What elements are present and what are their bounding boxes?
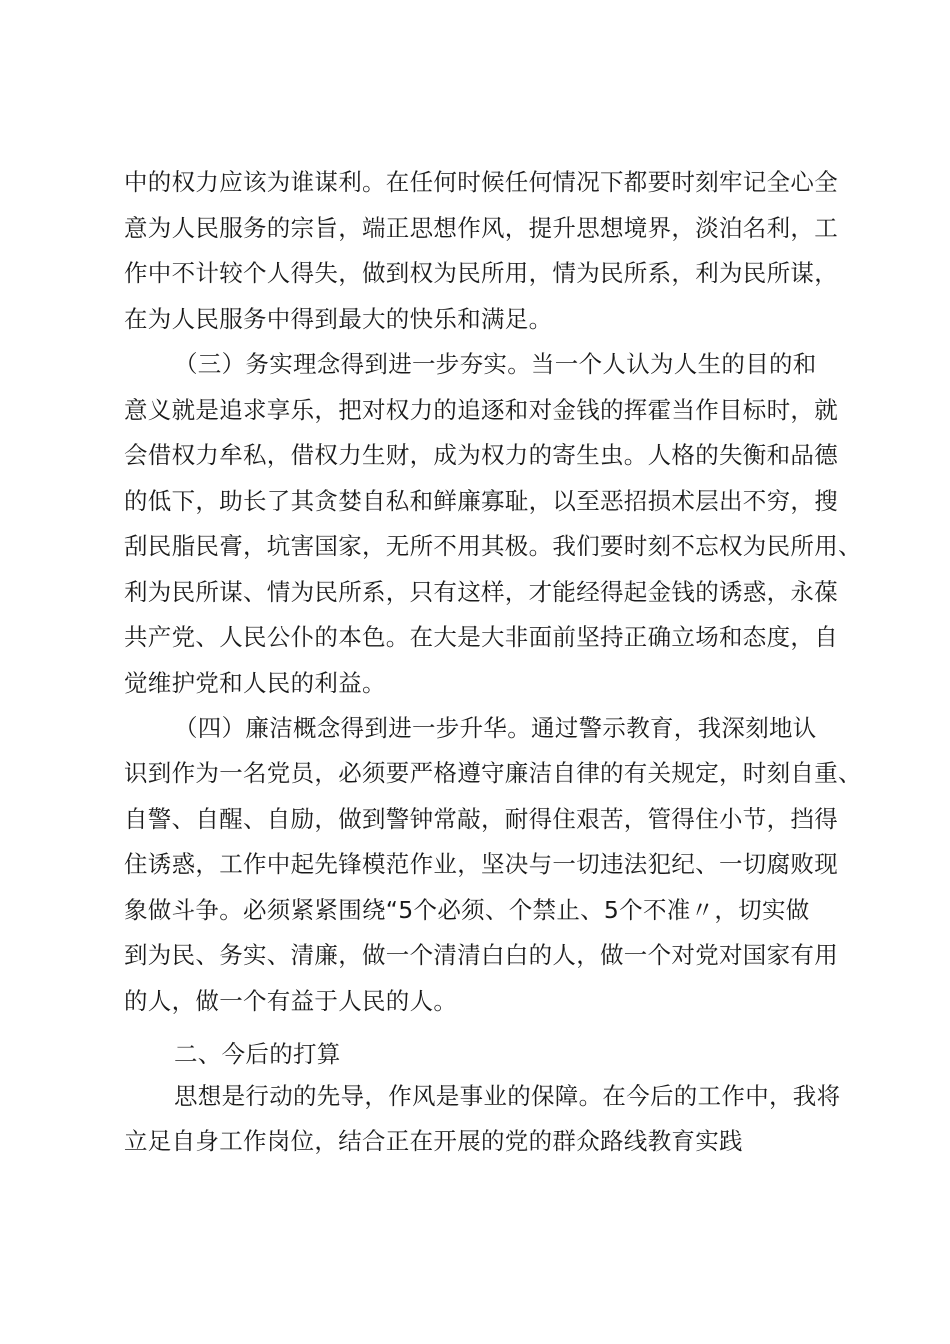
text-line: 意为人民服务的宗旨，端正思想作风，提升思想境界，淡泊名利，工 — [124, 214, 838, 242]
section-heading-line: （四）廉洁概念得到进一步升华。通过警示教育，我深刻地认 — [174, 714, 817, 742]
text-line: 的人，做一个有益于人民的人。 — [124, 987, 458, 1015]
text-line: 立足自身工作岗位，结合正在开展的党的群众路线教育实践 — [124, 1127, 743, 1155]
text-line: 思想是行动的先导，作风是事业的保障。在今后的工作中，我将 — [174, 1082, 841, 1110]
text-line: 住诱惑，工作中起先锋模范作业，坚决与一切违法犯纪、一切腐败现 — [124, 850, 838, 878]
text-line: 的低下，助长了其贪婪自私和鲜廉寡耻，以至恶招损术层出不穷，搜 — [124, 487, 838, 515]
text-line: 到为民、务实、清廉，做一个清清白白的人，做一个对党对国家有用 — [124, 941, 838, 969]
section-heading-line: （三）务实理念得到进一步夯实。当一个人认为人生的目的和 — [174, 350, 817, 378]
text-line: 刮民脂民膏，坑害国家，无所不用其极。我们要时刻不忘权为民所用、 — [124, 532, 862, 560]
text-line: 共产党、人民公仆的本色。在大是大非面前坚持正确立场和态度，自 — [124, 623, 838, 651]
text-line: 中的权力应该为谁谋利。在任何时候任何情况下都要时刻牢记全心全 — [124, 168, 838, 196]
section-title: 二、今后的打算 — [174, 1040, 341, 1068]
text-line: 意义就是追求享乐，把对权力的追逐和对金钱的挥霍当作目标时，就 — [124, 396, 838, 424]
text-line: 识到作为一名党员，必须要严格遵守廉洁自律的有关规定，时刻自重、 — [124, 759, 862, 787]
text-line: 利为民所谋、情为民所系，只有这样，才能经得起金钱的诱惑，永葆 — [124, 578, 838, 606]
text-line: 作中不计较个人得失，做到权为民所用，情为民所系，利为民所谋， — [124, 259, 838, 287]
text-line: 自警、自醒、自励，做到警钟常敲，耐得住艰苦，管得住小节，挡得 — [124, 805, 838, 833]
text-line: 在为人民服务中得到最大的快乐和满足。 — [124, 305, 553, 333]
text-line: 象做斗争。必须紧紧围绕“5个必须、个禁止、5个不准〃，切实做 — [124, 896, 810, 924]
text-line: 会借权力牟私，借权力生财，成为权力的寄生虫。人格的失衡和品德 — [124, 441, 838, 469]
text-line: 觉维护党和人民的利益。 — [124, 669, 386, 697]
